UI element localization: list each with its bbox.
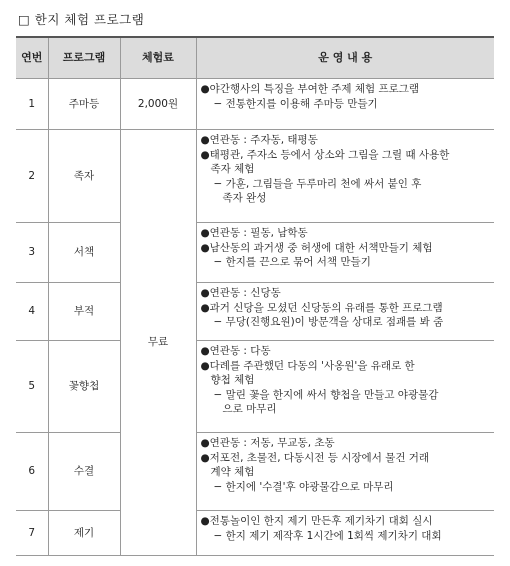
row-number: 7	[16, 511, 48, 556]
content-line: ●연관동 : 저동, 무교동, 초동	[200, 437, 335, 449]
content-line: − 무당(진행요원)이 방문객을 상대로 점괘를 봐 줌	[213, 316, 444, 328]
row-program: 족자	[48, 130, 120, 223]
header-fee: 체험료	[120, 37, 196, 79]
row-content	[196, 283, 494, 341]
row-number: 5	[16, 341, 48, 433]
table-row	[16, 283, 494, 341]
row-number: 6	[16, 433, 48, 511]
content-line: 계약 체험	[210, 466, 255, 478]
content-line: 으로 마무리	[222, 403, 277, 415]
content-line: ●전통놀이인 한지 제기 만든후 제기차기 대회 실시	[200, 515, 433, 527]
row-program: 부적	[48, 283, 120, 341]
content-line: ●과거 신당을 모셨던 신당동의 유래를 통한 프로그램	[200, 301, 443, 314]
content-line: − 가훈, 그림들을 두루마리 천에 싸서 붙인 후	[213, 177, 422, 190]
header-number: 연번	[16, 37, 48, 79]
document-title: □ 한지 체험 프로그램	[18, 12, 145, 27]
row-number: 3	[16, 223, 48, 283]
content-line: ●야간행사의 특징을 부여한 주제 체험 프로그램	[200, 83, 420, 95]
content-line: ●연관동 : 주자동, 태평동	[200, 134, 318, 146]
table-row	[16, 511, 494, 556]
content-line: ●연관동 : 필동, 남학동	[200, 227, 308, 239]
content-line: − 말린 꽃을 한지에 싸서 향첩을 만들고 야광물감	[213, 388, 439, 401]
content-line: ●남산동의 과거생 중 허생에 대한 서책만들기 체험	[200, 241, 433, 254]
header-content: 운 영 내 용	[196, 37, 494, 79]
row-fee: 무료	[120, 130, 196, 556]
row-content	[196, 341, 494, 433]
row-content	[196, 223, 494, 283]
content-line: ●연관동 : 다동	[200, 345, 271, 357]
content-line: ●저포전, 초물전, 다동시전 등 시장에서 물건 거래	[200, 451, 430, 464]
row-program: 꽃향첩	[48, 341, 120, 433]
row-program: 제기	[48, 511, 120, 556]
row-program: 서책	[48, 223, 120, 283]
content-line: 족자 체험	[210, 163, 255, 175]
row-content	[196, 433, 494, 511]
row-content	[196, 79, 494, 130]
content-line: − 전통한지를 이용해 주마등 만들기	[213, 97, 378, 110]
row-number: 4	[16, 283, 48, 341]
header-program: 프로그램	[48, 37, 120, 79]
row-fee: 2,000원	[120, 79, 196, 130]
table-header-row	[16, 37, 494, 79]
row-number: 1	[16, 79, 48, 130]
row-number: 2	[16, 130, 48, 223]
row-content	[196, 130, 494, 223]
content-line: ●다례를 주관했던 다동의 '사옹원'을 유래로 한	[200, 359, 415, 372]
table-row	[16, 433, 494, 511]
row-content	[196, 511, 494, 556]
row-program: 주마등	[48, 79, 120, 130]
table-row	[16, 79, 494, 130]
table-row	[16, 341, 494, 433]
content-line: ●태평관, 주자소 등에서 상소와 그림을 그릴 때 사용한	[200, 148, 450, 161]
table-row	[16, 223, 494, 283]
content-line: 족자 완성	[222, 192, 267, 204]
program-table	[16, 36, 494, 556]
row-program: 수결	[48, 433, 120, 511]
content-line: − 한지 제기 제작후 1시간에 1회씩 제기차기 대회	[213, 529, 442, 542]
content-line: ●연관동 : 신당동	[200, 287, 281, 299]
content-line: − 한지에 '수결'후 야광물감으로 마무리	[213, 480, 394, 493]
table-row	[16, 130, 494, 223]
content-line: − 한지를 끈으로 묶어 서책 만들기	[213, 256, 371, 268]
content-line: 향첩 체험	[210, 374, 255, 386]
